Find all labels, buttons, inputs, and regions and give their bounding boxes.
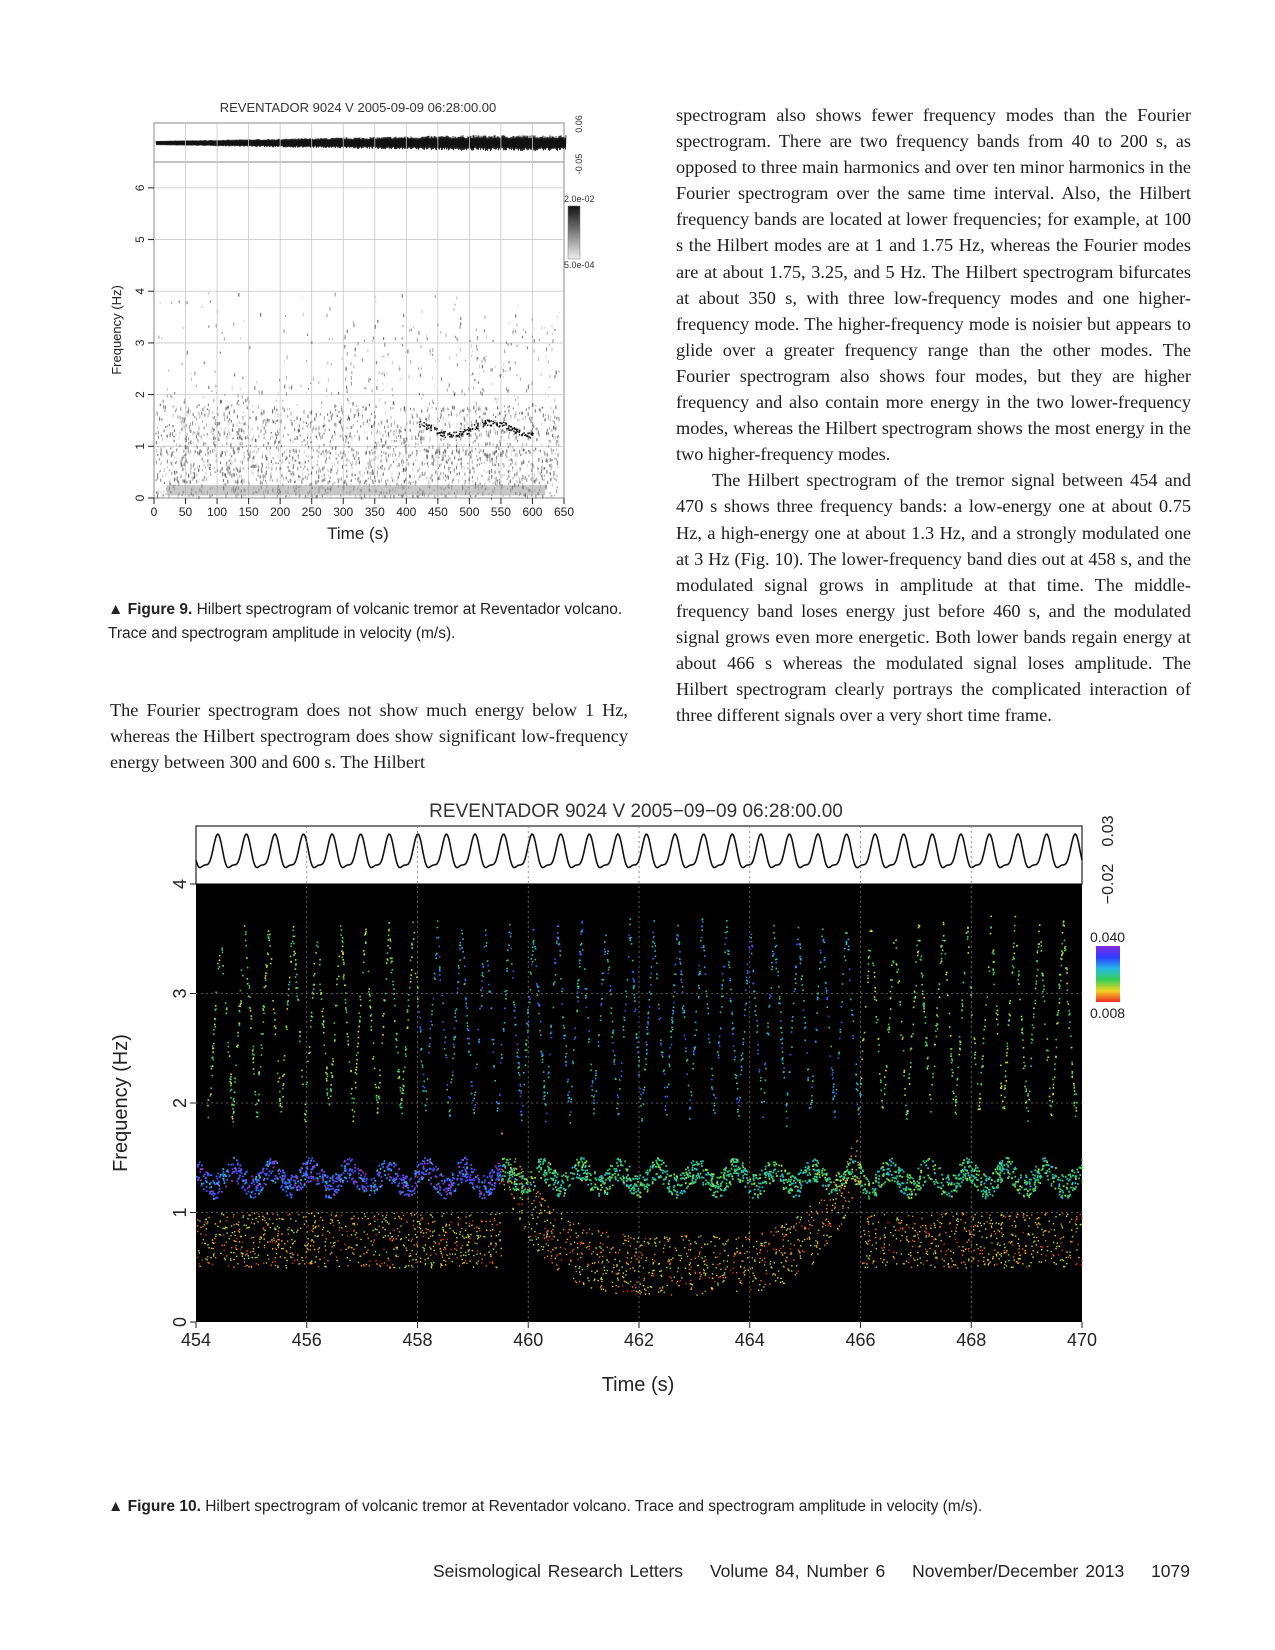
text-column-right — [676, 102, 1191, 728]
figure-10-trace-tick-top: 0.03 — [1100, 815, 1117, 847]
x-tick-label: 470 — [1066, 1330, 1098, 1350]
x-tick-label: 100 — [207, 505, 228, 519]
body-paragraph: The Fourier spectrogram does not show much energy below 1 Hz, whereas the Hilbert spectrogram does show significant low-frequency energy between 300 and 600 s. The Hilbert — [110, 700, 628, 773]
figure-10-y-axis — [170, 879, 196, 1327]
figure-9-caption — [108, 598, 640, 646]
figure-9-caption-label: Figure 9. — [127, 601, 193, 618]
y-tick-label: 3 — [170, 988, 190, 999]
x-tick-label: 150 — [238, 505, 259, 519]
body-paragraph: The Hilbert spectrogram of the tremor signal between 454 and 470 s shows three frequency bands: a low-energy one at about 0.75 Hz, a high-energy one at about 1.3 Hz, and a strongly modulated one at 3 Hz (Fig. 10). The lower-frequency band dies out at 458 s, and the modulated signal grows in amplitude at that time. The middle-frequency band loses energy just before 460 s, and the modulated signal grows even more energetic. Both lower bands regain energy at about 466 s whereas the modulated signal loses amplitude. The Hilbert spectrogram clearly portrays the complicated interaction of three different signals over a very short time frame. — [676, 470, 1191, 726]
figure-10-trace-tick-bottom: −0.02 — [1100, 863, 1117, 905]
x-tick-label: 458 — [402, 1330, 433, 1350]
footer-date: November/December 2013 — [912, 1561, 1125, 1581]
figure-9-title: REVENTADOR 9024 V 2005-09-09 06:28:00.00 — [219, 100, 497, 115]
x-tick-label: 600 — [522, 505, 543, 519]
y-tick-label: 5 — [133, 236, 147, 243]
figure-10-colorbar-max: 0.040 — [1090, 929, 1126, 945]
figure-10 — [100, 801, 1175, 1476]
figure-9-colorbar-max: 2.0e-02 — [564, 194, 595, 204]
y-tick-label: 0 — [133, 494, 147, 502]
x-tick-label: 0 — [150, 505, 158, 519]
figure-10-title: REVENTADOR 9024 V 2005−09−09 06:28:00.00 — [429, 801, 843, 822]
y-tick-label: 4 — [133, 287, 147, 295]
figure-10-x-axis — [181, 1322, 1097, 1350]
figure-10-x-label: Time (s) — [601, 1374, 675, 1396]
y-tick-label: 1 — [170, 1207, 190, 1218]
y-tick-label: 6 — [133, 184, 147, 192]
y-tick-label: 1 — [133, 442, 147, 450]
footer-page-number: 1079 — [1151, 1561, 1190, 1581]
y-tick-label: 2 — [133, 391, 147, 398]
x-tick-label: 300 — [333, 505, 354, 519]
x-tick-label: 550 — [490, 505, 511, 519]
x-tick-label: 460 — [513, 1330, 544, 1350]
figure-10-caption — [108, 1495, 1168, 1519]
x-tick-label: 50 — [178, 505, 193, 519]
x-tick-label: 650 — [553, 505, 575, 519]
figure-10-colorbar — [1096, 946, 1120, 1002]
footer-volume: Volume 84, Number 6 — [709, 1561, 886, 1581]
x-tick-label: 464 — [734, 1330, 765, 1350]
x-tick-label: 400 — [396, 505, 417, 519]
figure-9-x-axis — [151, 498, 575, 519]
x-tick-label: 468 — [956, 1330, 987, 1350]
figure-9-trace-tick-top: 0.06 — [574, 115, 584, 133]
y-tick-label: 4 — [170, 878, 190, 890]
figure-10-caption-label: Figure 10. — [127, 1498, 201, 1515]
text-column-left — [110, 697, 628, 775]
y-tick-label: 3 — [133, 339, 147, 347]
x-tick-label: 466 — [845, 1330, 876, 1350]
figure-9-colorbar-min: 5.0e-04 — [564, 260, 595, 270]
y-tick-label: 0 — [170, 1316, 190, 1328]
x-tick-label: 456 — [291, 1330, 322, 1350]
figure-9 — [100, 96, 640, 576]
figure-9-x-label: Time (s) — [327, 524, 389, 543]
figure-10-y-label: Frequency (Hz) — [110, 1034, 132, 1172]
y-tick-label: 2 — [170, 1097, 190, 1109]
figure-10-caption-text: Hilbert spectrogram of volcanic tremor at Reventador volcano. Trace and spectrogram amplitude in velocity (m/s). — [205, 1498, 983, 1515]
x-tick-label: 454 — [180, 1330, 212, 1350]
x-tick-label: 462 — [623, 1330, 655, 1350]
x-tick-label: 250 — [301, 505, 322, 519]
figure-9-caption-text: Hilbert spectrogram of volcanic tremor at Reventador volcano. Trace and spectrogram amplitude in velocity (m/s). — [108, 601, 623, 642]
figure-9-colorbar — [568, 206, 580, 259]
page-footer — [0, 1561, 1190, 1582]
figure-10-trace-panel — [196, 826, 1082, 884]
figure-9-y-axis — [133, 184, 154, 501]
x-tick-label: 200 — [270, 505, 291, 519]
figure-9-trace-tick-bottom: -0.05 — [574, 153, 584, 175]
figure-10-colorbar-min: 0.008 — [1090, 1005, 1126, 1021]
body-paragraph: spectrogram also shows fewer frequency modes than the Fourier spectrogram. There are two frequency bands from 40 to 200 s, as opposed to three main harmonics and over ten minor harmonics in the Fourier spectrogram over the same time interval. Also, the Hilbert frequency bands are located at lower frequencies; for example, at 100 s the Hilbert modes are at 1 and 1.75 Hz, whereas the Fourier modes are at about 1.75, 3.25, and 5 Hz. The Hilbert spectrogram bifurcates at about 350 s, with three low-frequency modes and one higher-frequency mode. The higher-frequency mode is noisier but appears to glide over a greater frequency range than the other modes. The Fourier spectrogram also shows four modes, but they are higher frequency and also contain more energy in the two lower-frequency modes, whereas the Hilbert spectrogram shows the most energy in the two higher-frequency modes. — [676, 105, 1191, 465]
x-tick-label: 500 — [459, 505, 480, 519]
figure-9-y-label: Frequency (Hz) — [109, 285, 124, 375]
x-tick-label: 350 — [364, 505, 385, 519]
x-tick-label: 450 — [427, 505, 448, 519]
triangle-marker-icon: ▲ — [108, 601, 124, 618]
footer-journal: Seismological Research Letters — [432, 1561, 684, 1581]
triangle-marker-icon: ▲ — [108, 1498, 124, 1515]
